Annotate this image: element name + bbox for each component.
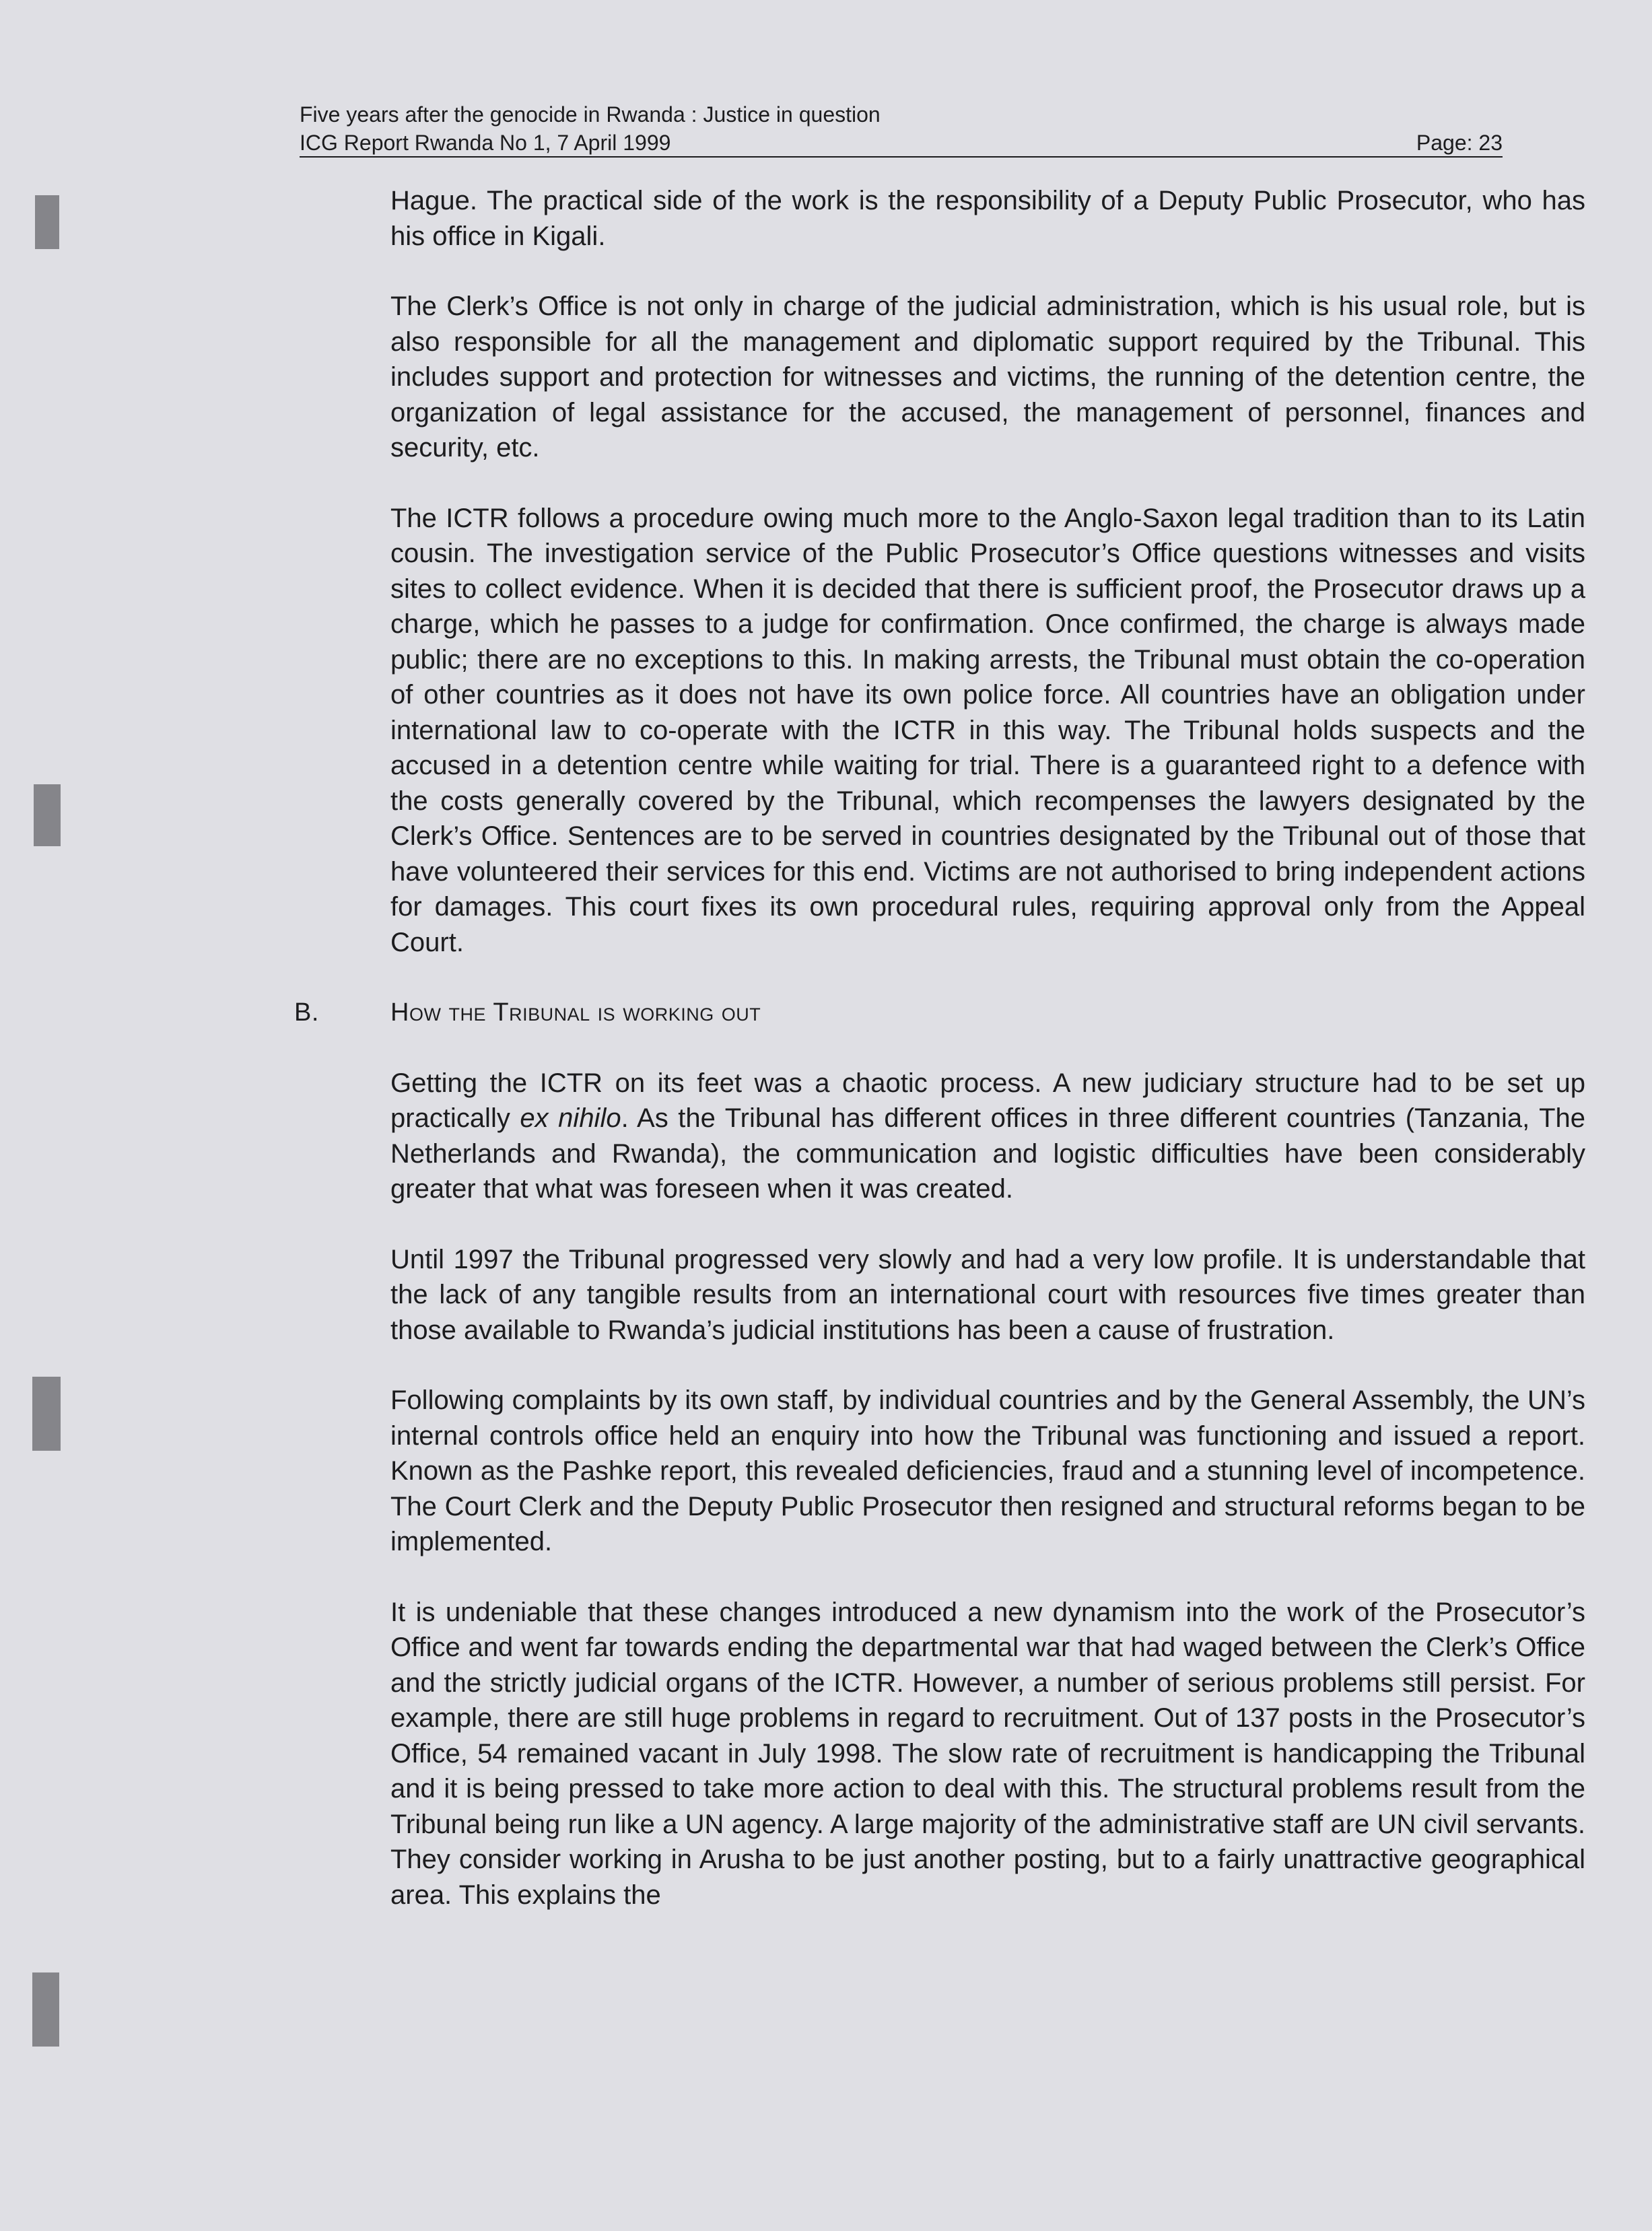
paragraph-text: Getting the ICTR on its feet was a chaotic process. A new judiciary structure had to be set up practically <box>390 1068 1585 1133</box>
header-report-line <box>300 129 1503 158</box>
section-letter: B. <box>294 998 319 1027</box>
paragraph: Hague. The practical side of the work is the responsibility of a Deputy Public Prosecutor, who has his office in Kigali. <box>390 186 1585 251</box>
paragraph: Following complaints by its own staff, by individual countries and by the General Assembly, the UN’s internal controls office held an enquiry into how the Tribunal was functioning and issued a report. Known as the Pashke report, this revealed deficiencies, fraud and a stunning level of incompetence. The Court Clerk and the Deputy Public Prosecutor then resigned and structural reforms began to be implemented. <box>390 1385 1585 1556</box>
scan-speck <box>32 1377 61 1451</box>
scan-speck <box>34 784 61 846</box>
italic-phrase: ex nihilo <box>520 1103 621 1133</box>
paragraph: Until 1997 the Tribunal progressed very slowly and had a very low profile. It is understandable that the lack of any tangible results from an international court with resources five times greater than those available to Rwanda’s judicial institutions has been a cause of frustration. <box>390 1244 1585 1345</box>
document-body <box>294 183 1586 1948</box>
header-title: Five years after the genocide in Rwanda : Justice in question <box>300 102 881 127</box>
header-report: ICG Report Rwanda No 1, 7 April 1999 <box>300 131 671 155</box>
page-header <box>300 100 1503 158</box>
paragraph <box>390 1066 1585 1207</box>
section-heading <box>294 995 1585 1031</box>
scan-speck <box>32 1972 59 2047</box>
scan-speck <box>35 195 59 249</box>
paragraph: The Clerk’s Office is not only in charge of the judicial administration, which is his usual role, but is also responsible for all the management and diplomatic support required by the Tribunal. This includes support and protection for witnesses and victims, the running of the detention centre, the organization of legal assistance for the accused, the management of personnel, finances and security, etc. <box>390 291 1585 462</box>
paragraph: It is undeniable that these changes introduced a new dynamism into the work of the Prosecutor’s Office and went far towards ending the departmental war that had waged between the Clerk’s Office and the strictly judicial organs of the ICTR. However, a number of serious problems still persist. For example, there are still huge problems in regard to recruitment. Out of 137 posts in the Prosecutor’s Office, 54 remained vacant in July 1998. The slow rate of recruitment is handicapping the Tribunal and it is being pressed to take more action to deal with this. The structural problems result from the Tribunal being run like a UN agency. A large majority of the administrative staff are UN civil servants. They consider working in Arusha to be just another posting, but to a fairly unattractive geographical area. This explains the <box>390 1597 1585 1910</box>
paragraph: The ICTR follows a procedure owing much more to the Anglo-Saxon legal tradition than to its Latin cousin. The investigation service of the Public Prosecutor’s Office questions witnesses and visits sites to collect evidence. When it is decided that there is sufficient proof, the Prosecutor draws up a charge, which he passes to a judge for confirmation. Once confirmed, the charge is always made public; there are no exceptions to this. In making arrests, the Tribunal must obtain the co-operation of other countries as it does not have its own police force. All countries have an obligation under international law to co-operate with the ICTR in this way. The Tribunal holds suspects and the accused in a detention centre while waiting for trial. There is a guaranteed right to a defence with the costs generally covered by the Tribunal, which recompenses the lawyers designated by the Clerk’s Office. Sentences are to be served in countries designated by the Tribunal out of those that have volunteered their services for this end. Victims are not authorised to bring independent actions for damages. This court fixes its own procedural rules, requiring approval only from the Appeal Court. <box>390 503 1585 957</box>
section-title: How the Tribunal is working out <box>390 998 761 1027</box>
paragraph-text: . As the Tribunal has different offices in three different countries (Tanzania, The Netherlands and Rwanda), the communication and logistic difficulties have been considerably greater that what was foreseen when it was created. <box>390 1103 1586 1204</box>
page-number: Page: 23 <box>1416 131 1503 155</box>
